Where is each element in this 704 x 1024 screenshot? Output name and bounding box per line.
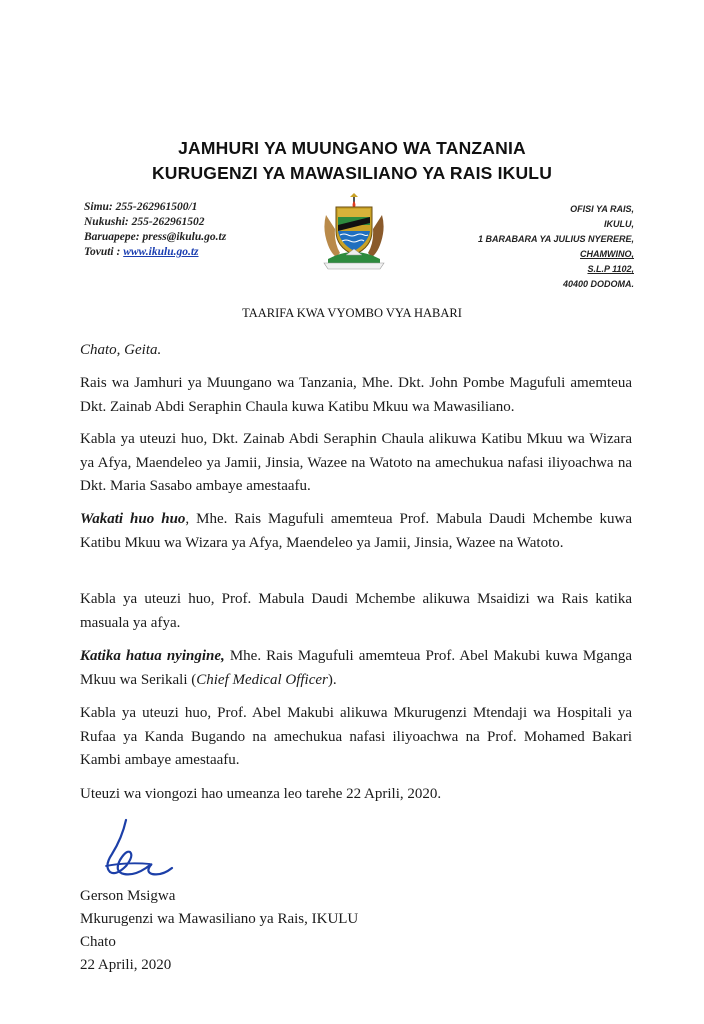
website-label: Tovuti : [84,246,124,258]
paragraph-3-body: , Mhe. Rais Magufuli amemteua Prof. Mabula Daudi Mchembe kuwa Katibu Mkuu wa Wizara ya Afya, Maendeleo ya Jamii, Jinsia, Wazee na Watoto. [80,511,632,551]
signature-date: 22 Aprili, 2020 [80,957,172,973]
email-label: Baruapepe: [84,231,143,243]
paragraph-5 [80,645,632,692]
address-line-office: OFISI YA RAIS, [570,204,634,214]
paragraph-7: Uteuzi wa viongozi hao umeanza leo tarehe 22 Aprili, 2020. [80,786,442,802]
header-line-2: KURUGENZI YA MAWASILIANO YA RAIS IKULU [151,163,553,183]
email-address[interactable]: press@ikulu.go.tz [142,231,227,243]
document-heading: TAARIFA KWA VYOMBO VYA HABARI [242,306,462,320]
address-line-city: 40400 DODOMA. [562,279,634,289]
signatory-name: Gerson Msigwa [80,888,176,904]
postal-address [478,202,634,292]
phone-number: Simu: 255-262961500/1 [84,201,198,213]
signatory-title: Mkurugenzi wa Mawasiliano ya Rais, IKULU [80,911,359,927]
fax-number: Nukushi: 255-262961502 [84,216,205,228]
signature-block [80,885,358,977]
address-line-ikulu: IKULU, [604,219,634,229]
address-line-street: 1 BARABARA YA JULIUS NYERERE, [477,234,634,244]
paragraph-3 [80,508,632,555]
paragraph-5-lead: Katika hatua nyingine, [80,648,225,664]
website-link[interactable]: www.ikulu.go.tz [123,246,199,258]
website-line [84,245,226,260]
contact-details [84,200,226,260]
paragraph-5-term: Chief Medical Officer [196,671,328,688]
signature-place: Chato [80,934,116,950]
paragraph-4: Kabla ya uteuzi huo, Prof. Mabula Daudi Mchembe alikuwa Msaidizi wa Rais katika masuala ya afya. [80,591,632,631]
paragraph-6: Kabla ya uteuzi huo, Prof. Abel Makubi alikuwa Mkurugenzi Mtendaji wa Hospitali ya Rufaa ya Kanda Bugando na amechukua nafasi iliyoachwa na Prof. Mohamed Bakari Kambi ambaye amestaafu. [80,705,632,768]
paragraph-1: Rais wa Jamhuri ya Muungano wa Tanzania, Mhe. Dkt. John Pombe Magufuli amemteua Dkt. Zainab Abdi Seraphin Chaula kuwa Katibu Mkuu wa Mawasiliano. [80,375,632,415]
email-line [84,230,226,245]
paragraph-3-lead: Wakati huo huo [80,511,186,527]
address-line-po-box: S.L.P 1102, [587,264,634,274]
paragraph-5-body: Mhe. Rais Magufuli amemteua Prof. Abel Makubi kuwa Mganga Mkuu wa Serikali ( [80,648,632,688]
place-line: Chato, Geita. [80,342,162,358]
paragraph-5-close: ). [327,671,337,688]
paragraph-2: Kabla ya uteuzi huo, Dkt. Zainab Abdi Seraphin Chaula alikuwa Katibu Mkuu wa Wizara ya Afya, Maendeleo ya Jamii, Jinsia, Wazee na Watoto na amechukua nafasi iliyoachwa na Dkt. Maria Sasabo ambaye amestaafu. [80,431,632,494]
handwritten-signature-icon [88,816,178,896]
address-line-chamwino: CHAMWINO, [580,249,634,259]
tanzania-coat-of-arms-icon [318,193,390,271]
header-line-1: JAMHURI YA MUUNGANO WA TANZANIA [178,138,526,158]
